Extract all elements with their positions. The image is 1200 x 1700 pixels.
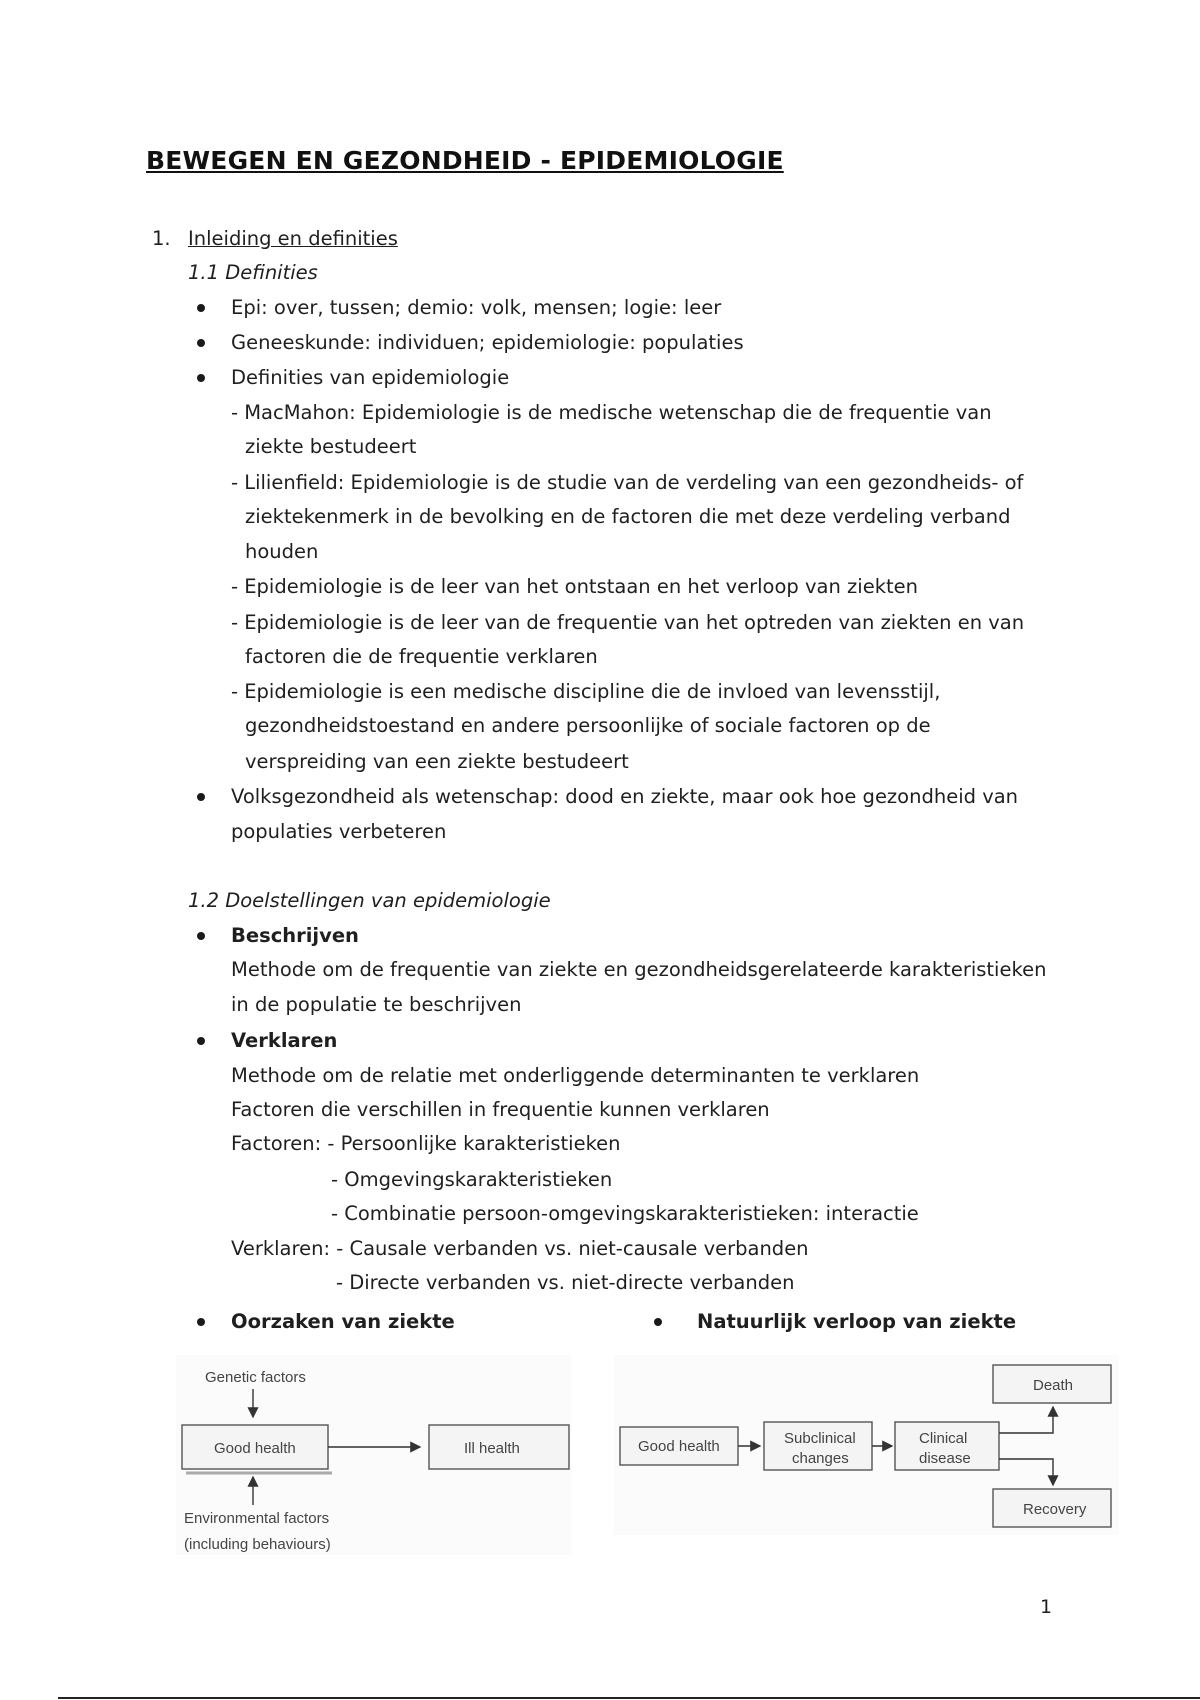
goal-text: Verklaren: - Causale verbanden vs. niet-causale verbanden — [231, 1237, 809, 1260]
subsection-heading-definities: 1.1 Definities — [188, 261, 318, 284]
goal-text: Methode om de frequentie van ziekte en gezondheidsgerelateerde karakteristieken — [231, 958, 1047, 981]
good-health-label: Good health — [214, 1440, 296, 1457]
bullet-dot — [197, 1037, 205, 1045]
death-label: Death — [1033, 1377, 1074, 1394]
definition-line: - Epidemiologie is de leer van de frequentie van het optreden van ziekten en van — [231, 611, 1025, 634]
bullet-dot — [197, 1318, 205, 1326]
list-item: Volksgezondheid als wetenschap: dood en ziekte, maar ook hoe gezondheid van — [231, 785, 1019, 808]
list-item: Epi: over, tussen; demio: volk, mensen; logie: leer — [231, 296, 722, 319]
goal-label-oorzaken: Oorzaken van ziekte — [231, 1310, 455, 1333]
definition-line: ziektekenmerk in de bevolking en de factoren die met deze verdeling verband — [245, 505, 1011, 528]
document-title: BEWEGEN EN GEZONDHEID - EPIDEMIOLOGIE — [146, 146, 784, 175]
causes-diagram — [176, 1355, 571, 1555]
course-diagram — [614, 1355, 1119, 1535]
definition-line: factoren die de frequentie verklaren — [245, 645, 598, 668]
environmental-factors-note: (including behaviours) — [184, 1536, 331, 1553]
definition-line: ziekte bestudeert — [245, 435, 417, 458]
bullet-dot — [654, 1318, 662, 1326]
goal-text: Methode om de relatie met onderliggende determinanten te verklaren — [231, 1064, 920, 1087]
definition-line: - Epidemiologie is de leer van het ontstaan en het verloop van ziekten — [231, 575, 918, 598]
subsection-heading-doelstellingen: 1.2 Doelstellingen van epidemiologie — [188, 889, 551, 912]
goal-text: - Omgevingskarakteristieken — [331, 1168, 613, 1191]
bullet-dot — [197, 374, 205, 382]
definition-line: - Epidemiologie is een medische discipline die de invloed van levensstijl, — [231, 680, 941, 703]
definition-line: - Lilienfield: Epidemiologie is de studie van de verdeling van een gezondheids- of — [231, 471, 1024, 494]
goal-text: - Combinatie persoon-omgevingskarakteristieken: interactie — [331, 1202, 919, 1225]
definition-line: gezondheidstoestand en andere persoonlijke of sociale factoren op de — [245, 714, 931, 737]
bullet-dot — [197, 793, 205, 801]
goal-label-verklaren: Verklaren — [231, 1029, 338, 1052]
bullet-dot — [197, 304, 205, 312]
good-health-label: Good health — [638, 1438, 720, 1455]
environmental-factors-label: Environmental factors — [184, 1510, 330, 1527]
bullet-dot — [197, 932, 205, 940]
definition-line: verspreiding van een ziekte bestudeert — [245, 750, 629, 773]
footer-divider — [58, 1697, 1200, 1699]
definition-line: - MacMahon: Epidemiologie is de medische wetenschap die de frequentie van — [231, 401, 992, 424]
bullet-dot — [197, 339, 205, 347]
recovery-label: Recovery — [1023, 1501, 1087, 1518]
section-number: 1. — [152, 227, 171, 250]
subclinical-label-2: changes — [792, 1450, 849, 1467]
definition-line: houden — [245, 540, 319, 563]
list-item: Definities van epidemiologie — [231, 366, 510, 389]
subclinical-label: Subclinical — [784, 1430, 856, 1447]
page-number: 1 — [1040, 1596, 1053, 1618]
goal-text: - Directe verbanden vs. niet-directe verbanden — [336, 1271, 795, 1294]
goal-text: in de populatie te beschrijven — [231, 993, 522, 1016]
genetic-factors-label: Genetic factors — [205, 1369, 306, 1386]
section-heading: Inleiding en definities — [188, 227, 398, 250]
goal-label-beschrijven: Beschrijven — [231, 924, 359, 947]
list-item: Geneeskunde: individuen; epidemiologie: populaties — [231, 331, 744, 354]
clinical-label-2: disease — [919, 1450, 971, 1467]
clinical-label: Clinical — [919, 1430, 968, 1447]
goal-text: Factoren die verschillen in frequentie kunnen verklaren — [231, 1098, 770, 1121]
goal-text: Factoren: - Persoonlijke karakteristieken — [231, 1132, 621, 1155]
goal-label-verloop: Natuurlijk verloop van ziekte — [697, 1310, 1017, 1333]
list-item: populaties verbeteren — [231, 820, 447, 843]
ill-health-label: Ill health — [464, 1440, 520, 1457]
